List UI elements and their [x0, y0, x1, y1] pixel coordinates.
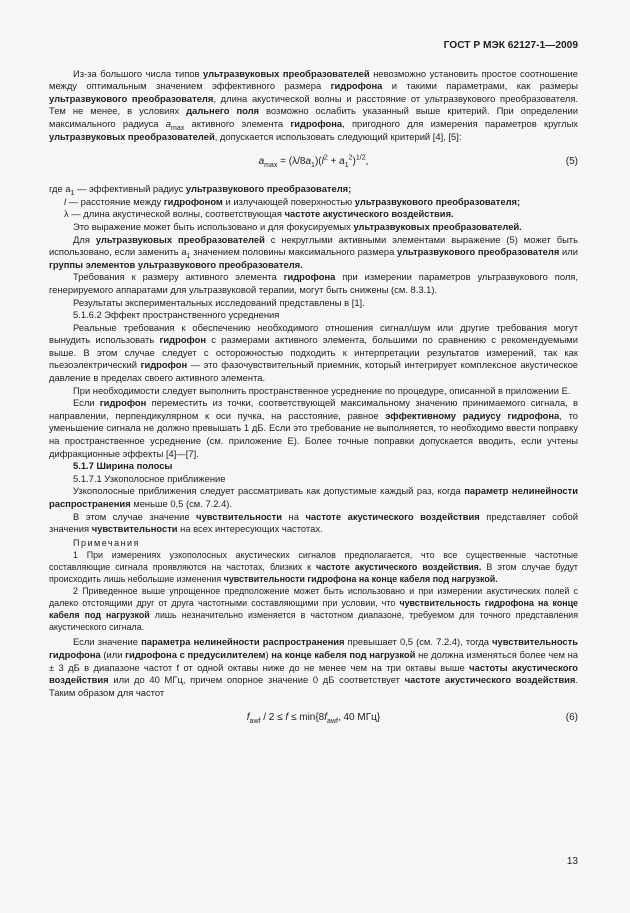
paragraph: Это выражение может быть использовано и для фокусируемых ультразвуковых преобразователей.	[73, 220, 522, 232]
definition: λ — длина акустической волны, соответствующая частоте акустического воздействия.	[64, 208, 454, 220]
section-heading: 5.1.7 Ширина полосы	[73, 460, 173, 472]
note: 1 При измерениях узкополосных акустических сигналов предполагается, что все существенные частотные составляющие сигнала проявляются на частотах, близких к частоте акустического воздействия. В этом случае будут происходить лишь небольшие изменения чувствительности гидрофона на конце кабеля под нагрузкой.	[49, 550, 578, 585]
paragraph: Результаты экспериментальных исследований представлены в [1].	[73, 296, 365, 308]
paragraph: При необходимости следует выполнить пространственное усреднение по процедуре, описанной в приложении Е.	[73, 384, 571, 396]
paragraph: Для ультразвуковых преобразователей с некруглыми активными элементами выражение (5) может быть использовано, если заменить $a_1$ значением половины максимального размера ультразвукового преобразователя или группы элементов ультразвукового преобразователя.	[49, 233, 578, 270]
document-header: ГОСТ Р МЭК 62127-1—2009	[443, 40, 578, 51]
formula-5	[49, 149, 578, 179]
paragraph: Если значение параметра нелинейности распространения превышает 0,5 (см. 7.2.4), тогда чувствительность гидрофона (или гидрофона с предусилителем) на конце кабеля под нагрузкой не должна изменяться более чем на ± 3 дБ в диапазоне частот f от одной октавы ниже до не менее чем на три октавы выше частоты акустического воздействия или до 40 МГц, причем опорное значение 0 дБ соответствует частоте акустического воздействия. Таким образом для частот	[49, 636, 579, 698]
formula-expression: $f_{awf} / 2 \le f \le \min\{8f_{awf}$, 40 МГц}	[246, 712, 381, 726]
page-number: 13	[566, 856, 578, 867]
formula-expression: $a_{max} = (\lambda/8a_1)(l^2 + a_1^2)^{1/2}$,	[258, 154, 369, 170]
section-heading: 5.1.6.2 Эффект пространственного усреднения	[73, 309, 280, 321]
paragraph: Если гидрофон переместить из точки, соответствующей максимальному значению принимаемого сигнала, в направлении, перпендикулярном к оси пучка, на расстояние, равное эффективному радиусу гидрофона, то уменьшение сигнала не должно превышать 1 дБ. Если это требование не выполняется, то необходимо ввести поправку на пространственное усреднение (см. приложение Е). Более точные поправки допускается вводить, если учтены дифракционные эффекты [4]—[7].	[49, 397, 578, 459]
paragraph: Требования к размеру активного элемента гидрофона при измерении параметров ультразвукового поля, генерируемого аппаратами для ультразвуковой терапии, могут быть снижены (см. 8.3.1).	[49, 271, 578, 295]
paragraph: Из-за большого числа типов ультразвуковых преобразователей невозможно установить простое соотношение между оптимальным значением эффективного размера гидрофона и такими параметрами, как размеры ультразвукового преобразователя, длина акустической волны и расстояние от ультразвукового преобразователя. Тем не менее, в условиях дальнего поля возможно ослабить указанный выше критерий. При определении максимального радиуса $a_{max}$ активного элемента гидрофона, пригодного для измерения параметров круглых ультразвуковых преобразователей, допускается использовать следующий критерий [4], [5]:	[49, 67, 579, 142]
formula-number: (5)	[565, 156, 578, 168]
definition: l — расстояние между гидрофоном и излучающей поверхностью ультразвукового преобразователя;	[64, 195, 521, 207]
formula-number: (6)	[565, 712, 578, 724]
paragraph: Реальные требования к обеспечению необходимого отношения сигнал/шум или другие требования могут вынудить использовать гидрофон с размерами активного элемента, большими по сравнению с рекомендуемыми выше. В этом случае следует с осторожностью подходить к интерпретации результатов измерений, так как пьезоэлектрический гидрофон — это фазочувствительный приемник, который интегрирует комплексное акустическое давление в пределах своего активного элемента.	[49, 321, 578, 384]
note: 2 Приведенное выше упрощенное предположение может быть использовано и при измерении акустических полей с далеко отстоящими друг от друга частотными составляющими при условии, что чувствительность гидрофона на конце кабеля под нагрузкой лишь незначительно изменяется в частотном диапазоне, требуемом для точного представления акустического сигнала.	[49, 586, 578, 633]
formula-6	[49, 705, 578, 735]
paragraph: В этом случае значение чувствительности на частоте акустического воздействия представляет собой значения чувствительности на всех интересующих частотах.	[49, 510, 578, 535]
definition: где $a_1$ — эффективный радиус ультразвукового преобразователя;	[49, 183, 352, 198]
notes-heading: Примечания	[73, 537, 140, 548]
section-heading: 5.1.7.1 Узкополосное приближение	[73, 472, 226, 484]
paragraph: Узкополосные приближения следует рассматривать как допустимые каждый раз, когда параметр нелинейности распространения меньше 0,5 (см. 7.2.4).	[49, 485, 578, 509]
